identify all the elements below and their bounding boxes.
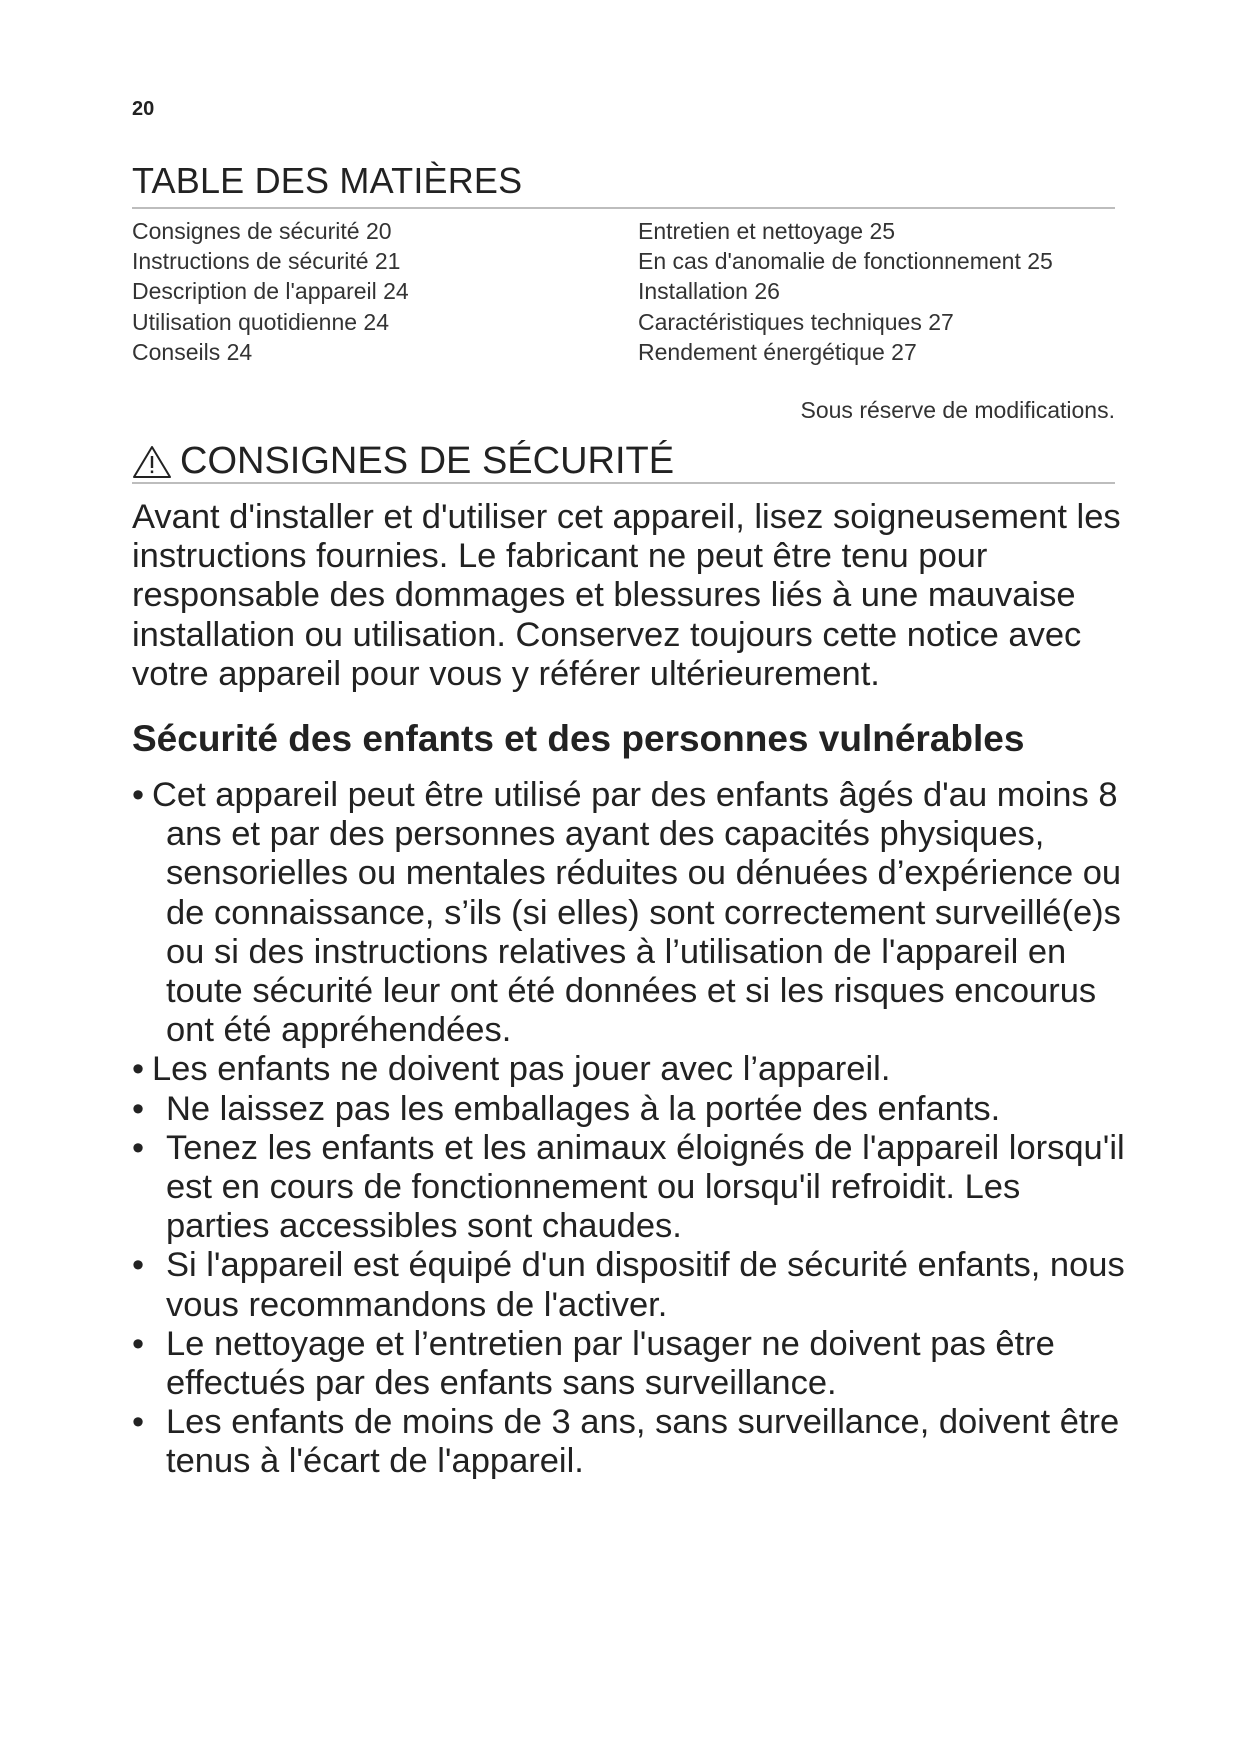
child-safety-list: [132, 776, 1132, 1482]
warning-triangle-icon: [132, 445, 172, 479]
list-item: [132, 776, 1132, 1050]
list-item: [132, 1129, 1132, 1247]
toc-left-column: [132, 216, 409, 367]
toc-entry[interactable]: Caractéristiques techniques 27: [638, 308, 954, 335]
toc-title: TABLE DES MATIÈRES: [132, 160, 523, 201]
bullet-text: Les enfants de moins de 3 ans, sans surveillance, doivent être tenus à l'écart de l'appareil.: [166, 1403, 1120, 1481]
toc-right-column: [638, 216, 1053, 367]
bullet-icon: •: [132, 1403, 145, 1442]
bullet-text: Tenez les enfants et les animaux éloignés de l'appareil lorsqu'il est en cours de fonctionnement ou lorsqu'il refroidit. Les parties accessibles sont chaudes.: [166, 1128, 1125, 1246]
safety-intro: Avant d'installer et d'utiliser cet appareil, lisez soigneusement les instructions fournies. Le fabricant ne peut être tenu pour responsable des dommages et blessures liés à une mauvaise installation ou utilisation. Conservez toujours cette notice avec votre appareil pour vous y référer ultérieurement.: [132, 498, 1121, 693]
reserve-note: Sous réserve de modifications.: [800, 397, 1115, 423]
toc-entry[interactable]: Conseils 24: [132, 338, 253, 365]
bullet-text: Le nettoyage et l’entretien par l'usager ne doivent pas être effectués par des enfants sans surveillance.: [166, 1324, 1055, 1403]
page-number: 20: [132, 98, 155, 120]
bullet-icon: •: [132, 1246, 145, 1285]
toc-entry[interactable]: Description de l'appareil 24: [132, 278, 409, 305]
safety-section-title: [132, 440, 674, 483]
safety-divider: [132, 482, 1115, 484]
bullet-icon: •: [132, 1128, 145, 1167]
bullet-icon: •: [132, 1089, 145, 1128]
toc-entry[interactable]: En cas d'anomalie de fonctionnement 25: [638, 248, 1053, 275]
toc-entry[interactable]: Instructions de sécurité 21: [132, 248, 401, 275]
bullet-text: Si l'appareil est équipé d'un dispositif de sécurité enfants, nous vous recommandons de l'activer.: [166, 1246, 1125, 1324]
toc-divider: [132, 207, 1115, 209]
bullet-text: Les enfants ne doivent pas jouer avec l’appareil.: [152, 1050, 891, 1089]
bullet-text: Cet appareil peut être utilisé par des enfants âgés d'au moins 8 ans et par des personnes ayant des capacités physiques, sensorielles ou mentales réduites ou dénuées d’expérience ou de connaissance, s’ils (si elles) sont correctement surveillé(e)s ou si des instructions relatives à l’utilisation de l'appareil en toute sécurité leur ont été données et si les risques encourus ont été appréhendées.: [152, 776, 1122, 1050]
toc-entry[interactable]: Installation 26: [638, 278, 780, 305]
bullet-icon: •: [132, 1324, 145, 1363]
list-item: [132, 1403, 1132, 1481]
list-item: [132, 1090, 1132, 1129]
bullet-icon: •: [132, 776, 145, 814]
bullet-text: Ne laissez pas les emballages à la portée des enfants.: [166, 1089, 1001, 1128]
bullet-icon: •: [132, 1050, 145, 1089]
list-item: [132, 1050, 1132, 1089]
toc-entry[interactable]: Entretien et nettoyage 25: [638, 218, 896, 244]
toc-entry[interactable]: Consignes de sécurité 20: [132, 218, 392, 244]
list-item: [132, 1246, 1132, 1324]
toc-entry[interactable]: Utilisation quotidienne 24: [132, 308, 390, 335]
child-safety-subtitle: Sécurité des enfants et des personnes vulnérables: [132, 718, 1025, 759]
list-item: [132, 1325, 1132, 1403]
toc-entry[interactable]: Rendement énergétique 27: [638, 338, 917, 365]
safety-title-text: CONSIGNES DE SÉCURITÉ: [180, 440, 675, 482]
